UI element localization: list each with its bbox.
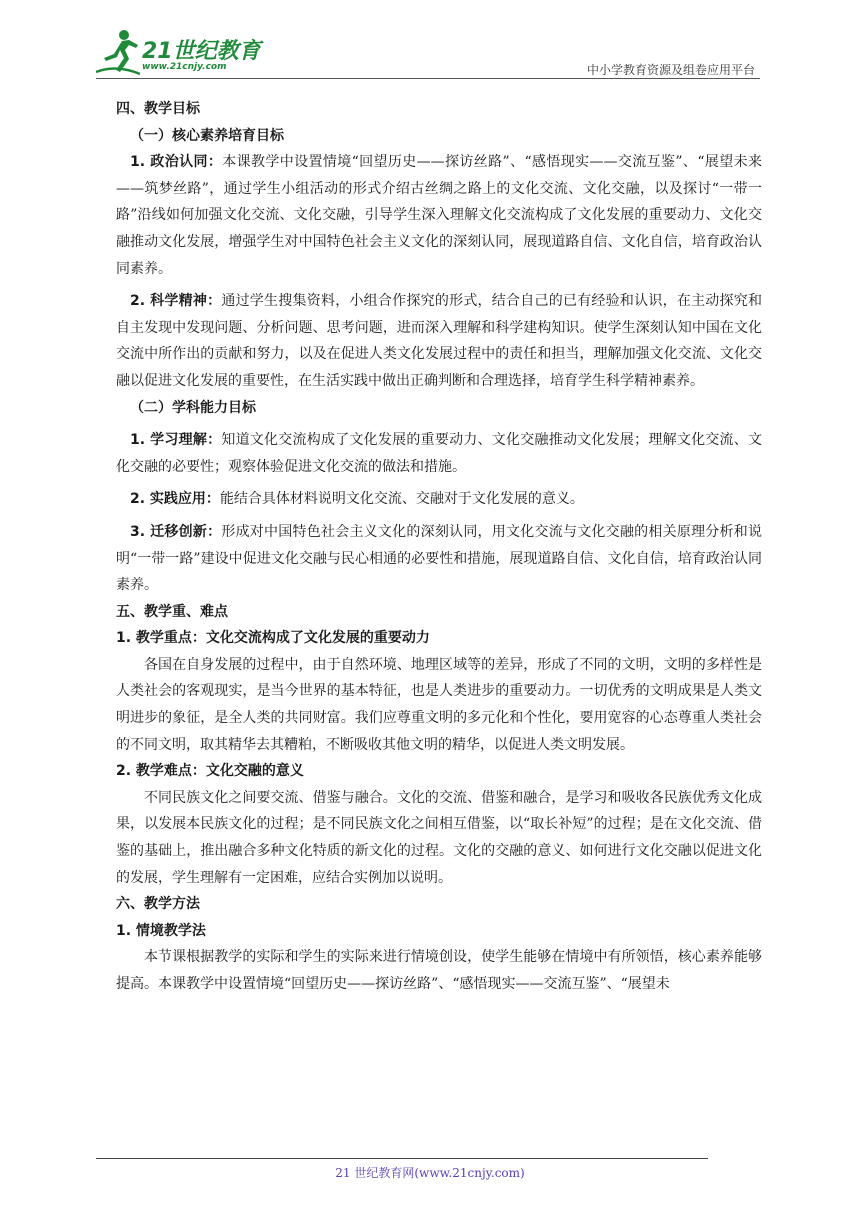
key-point-text: 各国在自身发展的过程中，由于自然环境、地理区域等的差异，形成了不同的文明，文明的多样性是人类社会的客观现实，是当今世界的基本特征，也是人类进步的重要动力。一切优秀的文明成果是人类文明进步的象征，是全人类的共同财富。我们应尊重文明的多元化和个性化，要用宽容的心态尊重人类社会的不同文明，取其精华去其糟粕，不断吸收其他文明的精华，以促进人类文明发展。 <box>116 656 762 753</box>
logo-text: 21世纪教育 <box>142 39 261 64</box>
paragraph-scientific-spirit <box>116 288 762 394</box>
item-text: 形成对中国特色社会主义文化的深刻认同，用文化交流与文化交融的相关原理分析和说明“一带一路”建设中促进文化交融与民心相通的必要性和措施，展现道路自信、文化自信，培育政治认同素养。 <box>116 523 762 594</box>
paragraph-political-identity <box>116 149 762 282</box>
section-6-title: 六、教学方法 <box>116 896 200 913</box>
item-label: 2. 科学精神： <box>130 293 222 310</box>
footer-divider <box>96 1158 708 1159</box>
section-4-title: 四、教学目标 <box>116 101 200 117</box>
paragraph-transfer <box>116 519 762 599</box>
section-4-sub1: （一）核心素养培育目标 <box>130 127 284 144</box>
platform-label: 中小学教育资源及组卷应用平台 <box>586 63 755 77</box>
logo <box>96 28 266 80</box>
item-text: 本课教学中设置情境“回望历史——探访丝路”、“感悟现实——交流互鉴”、“展望未来——筑梦丝路”，通过学生小组活动的形式介绍古丝绸之路上的文化交流、文化交融，以及探讨“一带一路”沿线如何加强文化交流、文化交融，引导学生深入理解文化交流构成了文化发展的重要动力、文化交融推动文化发展，增强学生对中国特色社会主义文化的深刻认同，展现道路自信、文化自信，培育政治认同素养。 <box>116 154 762 277</box>
section-4-sub2: （二）学科能力目标 <box>130 399 256 416</box>
item-text: 知道文化交流构成了文化发展的重要动力、文化交融推动文化发展；理解文化交流、文化交融的必要性；观察体验促进文化交流的做法和措施。 <box>116 432 762 475</box>
item-label: 3. 迁移创新： <box>130 523 222 540</box>
section-5-title: 五、教学重、难点 <box>116 603 228 620</box>
key-point-heading: 1. 教学重点：文化交流构成了文化发展的重要动力 <box>116 630 430 647</box>
page-header <box>0 0 860 90</box>
item-label: 1. 政治认同： <box>130 154 223 171</box>
paragraph-practice <box>116 486 762 513</box>
difficulty-heading: 2. 教学难点：文化交融的意义 <box>116 763 304 780</box>
document-body <box>116 96 762 998</box>
item-label: 2. 实践应用： <box>130 491 220 508</box>
header-divider <box>96 78 760 79</box>
item-label: 1. 学习理解： <box>130 432 222 449</box>
difficulty-text: 不同民族文化之间要交流、借鉴与融合。文化的交流、借鉴和融合，是学习和吸收各民族优秀文化成果，以发展本民族文化的过程；是不同民族文化之间相互借鉴，以“取长补短”的过程；是在文化交流、借鉴的基础上，推出融合多种文化特质的新文化的过程。文化的交融的意义、如何进行文化交融以促进文化的发展，学生理解有一定困难，应结合实例加以说明。 <box>116 789 762 886</box>
method-1-text: 本节课根据教学的实际和学生的实际来进行情境创设，使学生能够在情境中有所领悟，核心素养能够提高。本课教学中设置情境“回望历史——探访丝路”、“感悟现实——交流互鉴”、“展望未 <box>116 949 762 992</box>
item-text: 能结合具体材料说明文化交流、交融对于文化发展的意义。 <box>219 491 584 508</box>
runner-logo-icon <box>96 28 140 78</box>
item-text: 通过学生搜集资料，小组合作探究的形式，结合自己的已有经验和认识，在主动探究和自主发现中发现问题、分析问题、思考问题，进而深入理解和科学建构知识。使学生深刻认知中国在文化交流中所作出的贡献和努力，以及在促进人类文化发展过程中的责任和担当，理解加强文化交流、文化交融以促进文化发展的重要性，在生活实践中做出正确判断和合理选择，培育学生科学精神素养。 <box>116 293 762 389</box>
footer-text: 21 世纪教育网(www.21cnjy.com) <box>335 1166 525 1180</box>
method-1-heading: 1. 情境教学法 <box>116 922 206 939</box>
paragraph-learning <box>116 427 762 480</box>
logo-url: www.21cnjy.com <box>142 62 227 72</box>
